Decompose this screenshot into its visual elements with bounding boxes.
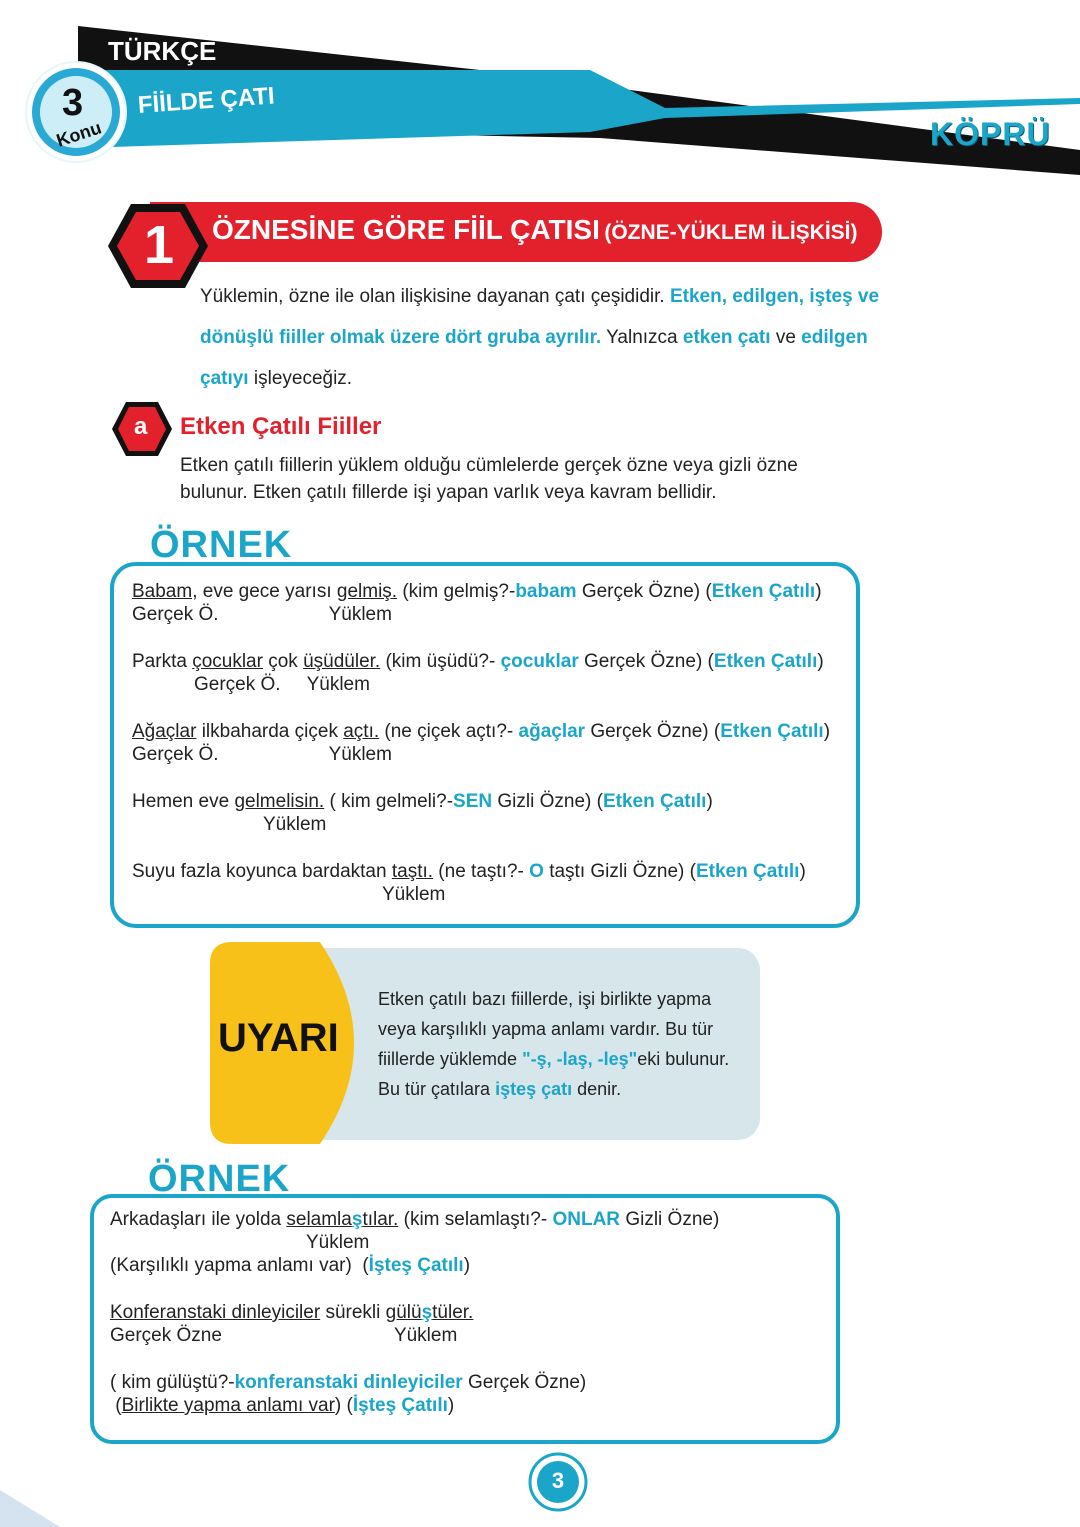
- meaning-note: Birlikte yapma anlamı var: [121, 1395, 335, 1416]
- text: ): [799, 861, 806, 882]
- term-highlight: işteş çatı: [495, 1079, 573, 1099]
- text: ) (: [334, 1395, 353, 1416]
- suffix-highlight: ş: [351, 1209, 363, 1230]
- text: ): [823, 721, 831, 742]
- text: Gerçek Özne) (: [576, 581, 712, 602]
- text: denir.: [572, 1079, 622, 1099]
- predicate-label: Yüklem: [393, 1325, 458, 1346]
- answer: çocuklar: [500, 651, 579, 672]
- predicate-label: Yüklem: [328, 744, 392, 765]
- answer: babam: [515, 581, 577, 602]
- example-sentence: [110, 1208, 719, 1277]
- predicate-word: üşüdüler.: [303, 651, 381, 672]
- topic-word: Konu: [53, 117, 104, 151]
- corner-decoration: [0, 1490, 60, 1527]
- answer: ağaçlar: [518, 721, 586, 742]
- example-label: ÖRNEK: [148, 1158, 291, 1200]
- intro-text: Yalnızca: [601, 327, 683, 348]
- text: Gizli Özne): [620, 1209, 720, 1230]
- text: eve gece yarısı: [197, 581, 337, 602]
- text: (Karşılıklı yapma anlamı var) (: [110, 1255, 369, 1276]
- text: (ne taştı?-: [433, 861, 530, 882]
- text: ( kim gülüştü?-: [110, 1372, 235, 1393]
- predicate-label: Yüklem: [263, 814, 327, 835]
- example-sentence: [132, 790, 830, 836]
- voice-label: Etken Çatılı: [711, 581, 816, 602]
- example-sentence: [132, 720, 830, 766]
- text: eki bulunur.: [637, 1049, 730, 1069]
- text: ): [463, 1255, 471, 1276]
- text: (: [110, 1395, 122, 1416]
- voice-label: İşteş Çatılı: [352, 1395, 448, 1416]
- text: Gerçek Özne) (: [578, 651, 714, 672]
- subject-word: Konferanstaki dinleyiciler: [110, 1302, 321, 1323]
- text: taştı Gizli Özne) (: [543, 861, 696, 882]
- section-title-main: ÖZNESİNE GÖRE FİİL ÇATISI: [212, 214, 600, 245]
- predicate-label: Yüklem: [306, 1232, 370, 1253]
- text: sürekli: [320, 1302, 386, 1323]
- intro-highlight: Etken, edilgen, işteş ve dönüşlü fiiller olmak üzere dört gruba ayrılır.: [200, 286, 880, 348]
- brand-logo: KÖPRÜ: [930, 116, 1051, 152]
- text: Bu tür çatılara: [378, 1079, 496, 1099]
- intro-text: Yüklemin, özne ile olan ilişkisine dayanan çatı çeşididir.: [200, 286, 670, 307]
- voice-label: Etken Çatılı: [720, 721, 824, 742]
- intro-highlight: edilgen çatıyı: [200, 327, 868, 389]
- section-title: [212, 214, 858, 246]
- example-sentence: [110, 1371, 719, 1417]
- answer: konferanstaki dinleyiciler: [234, 1372, 463, 1393]
- answer: ONLAR: [552, 1209, 621, 1230]
- text: (kim gelmiş?-: [397, 581, 516, 602]
- section-title-sub: (ÖZNE-YÜKLEM İLİŞKİSİ): [604, 221, 858, 244]
- suffix-highlight: ş: [421, 1302, 433, 1323]
- text: (ne çiçek açtı?-: [379, 721, 519, 742]
- example-content: [110, 1208, 719, 1417]
- predicate-label: Yüklem: [382, 884, 446, 905]
- example-sentence: [110, 1301, 719, 1347]
- warning-line: [378, 1044, 729, 1074]
- text: ): [447, 1395, 455, 1416]
- sub-letter: a: [134, 413, 148, 440]
- predicate-word: açtı.: [343, 721, 380, 742]
- warning-text: [378, 984, 729, 1104]
- text: Gerçek Özne): [462, 1372, 587, 1393]
- warning-line: Etken çatılı bazı fiillerde, işi birlikte yapma: [378, 989, 712, 1009]
- intro-highlight: etken çatı: [682, 327, 771, 348]
- sub-title: Etken Çatılı Fiiller: [180, 413, 382, 440]
- voice-label: Etken Çatılı: [602, 791, 707, 812]
- subject-word: çocuklar: [192, 651, 263, 672]
- predicate-word: tüler.: [432, 1302, 474, 1323]
- topic-title: FİİLDE ÇATI: [137, 82, 276, 119]
- text: ): [815, 581, 822, 602]
- predicate-label: Yüklem: [328, 604, 392, 625]
- voice-label: Etken Çatılı: [713, 651, 818, 672]
- text: ilkbaharda çiçek: [196, 721, 344, 742]
- section-number: 1: [144, 215, 175, 275]
- predicate-word: gelmiş.: [336, 581, 398, 602]
- example-sentence: [132, 580, 830, 626]
- intro-text: işleyeceğiz.: [248, 368, 353, 389]
- text: fiillerde yüklemde: [378, 1049, 523, 1069]
- subject-word: Ağaçlar: [132, 721, 197, 742]
- sub-description: [180, 452, 798, 506]
- section-intro: [200, 276, 890, 399]
- subject-label: Gerçek Özne: [110, 1325, 222, 1346]
- subject-label: Gerçek Ö.: [132, 604, 219, 625]
- answer: SEN: [453, 791, 493, 812]
- suffix-highlight: "-ş, -laş, -leş": [522, 1049, 638, 1069]
- voice-label: İşteş Çatılı: [368, 1255, 464, 1276]
- text: ): [706, 791, 713, 812]
- text: ): [817, 651, 824, 672]
- predicate-word: selamla: [286, 1209, 352, 1230]
- subject-word: Babam,: [132, 581, 198, 602]
- warning-line: [378, 1074, 729, 1104]
- page-number: 3: [551, 1468, 565, 1493]
- text: Gerçek Özne) (: [585, 721, 721, 742]
- example-content: [132, 580, 830, 906]
- text: çok: [262, 651, 304, 672]
- topic-number: 3: [62, 82, 84, 124]
- warning-line: veya karşılıklı yapma anlamı vardır. Bu tür: [378, 1019, 714, 1039]
- example-sentence: [132, 650, 830, 696]
- sub-desc-line: Etken çatılı fiillerin yüklem olduğu cümlelerde gerçek özne veya gizli özne: [180, 455, 798, 476]
- predicate-word: gelmelisin.: [234, 791, 325, 812]
- predicate-word: gülü: [385, 1302, 422, 1323]
- text: Gizli Özne) (: [492, 791, 603, 812]
- subject-label: TÜRKÇE: [108, 36, 217, 66]
- predicate-label: Yüklem: [306, 674, 370, 695]
- text: (kim üşüdü?-: [380, 651, 501, 672]
- subject-label: Gerçek Ö.: [132, 744, 219, 765]
- text: (kim selamlaştı?-: [398, 1209, 553, 1230]
- text: Hemen eve: [132, 791, 235, 812]
- sub-desc-line: bulunur. Etken çatılı fillerde işi yapan varlık veya kavram bellidir.: [180, 482, 717, 503]
- subject-label: Gerçek Ö.: [194, 674, 281, 695]
- intro-text: ve: [770, 327, 802, 348]
- warning-label: UYARI: [218, 1016, 339, 1060]
- predicate-word: taştı.: [391, 861, 434, 882]
- text: Suyu fazla koyunca bardaktan: [132, 861, 392, 882]
- example-sentence: [132, 860, 830, 906]
- predicate-word: tılar.: [362, 1209, 399, 1230]
- example-label: ÖRNEK: [150, 524, 293, 566]
- voice-label: Etken Çatılı: [695, 861, 800, 882]
- text: Arkadaşları ile yolda: [110, 1209, 287, 1230]
- answer: O: [529, 861, 544, 882]
- text: ( kim gelmeli?-: [324, 791, 454, 812]
- text: Parkta: [132, 651, 193, 672]
